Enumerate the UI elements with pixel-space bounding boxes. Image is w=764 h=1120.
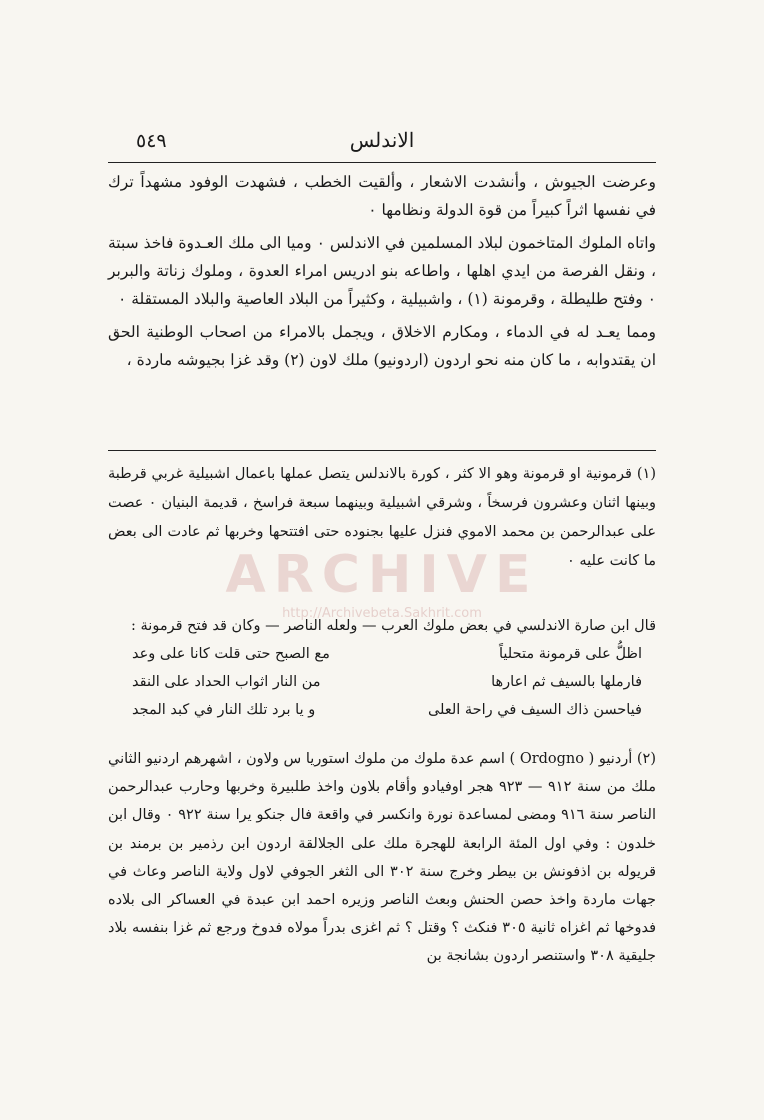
verse-hemistich: مع الصبح حتى قلت كانا على وعد — [132, 646, 330, 662]
verse-line — [108, 696, 656, 724]
paragraph: ومما يعـد له في الدماء ، ومكارم الاخلاق ، ويجمل بالامراء من اصحاب الوطنية الحق ان يقتدوابه ، ما كان منه نحو اردون (اردونيو) ملك لاون (٢) وقد غزا بجيوشه ماردة ، — [108, 323, 656, 369]
footnote-1 — [108, 460, 656, 576]
header-rule — [108, 162, 656, 163]
footnote-rule — [108, 450, 656, 451]
page-number: ٥٤٩ — [136, 130, 167, 152]
verse-hemistich: من النار اثواب الحداد على النقد — [132, 674, 321, 690]
verse-hemistich: فارملها بالسيف ثم اعارها — [491, 674, 642, 690]
verse-hemistich: اظلُّ على قرمونة متحلياً — [498, 646, 642, 662]
main-text — [108, 168, 656, 374]
paragraph: واتاه الملوك المتاخمون لبلاد المسلمين في الاندلس ٠ وميا الى ملك العـدوة فاخذ سبتة ، ونقل الفرصة من ايدي اهلها ، واطاعه بنو ادريس امراء العدوة ، وملوك زناتة والبربر ٠ وفتح طليطلة ، وقرمونة (١) ، واشبيلية ، وكثيراً من البلاد العاصية والبلاد المستقلة ٠ — [108, 234, 656, 308]
paragraph: وعرضت الجيوش ، وأنشدت الاشعار ، وألقيت الخطب ، فشهدت الوفود مشهداً ترك في نفسها اثراً كبيراً من قوة الدولة ونظامها ٠ — [108, 173, 656, 219]
footnote-text: (١) قرمونية او قرمونة وهو الا كثر ، كورة بالاندلس يتصل عملها باعمال اشبيلية غربي قرطبة وبينها اثنان وعشرون فرسخاً ، وشرقي اشبيلية وبينهما سبعة فراسخ ، قديمة البنيان ٠ عصت على عبدالرحمن بن محمد الاموي فنزل عليها بجنوده حتى افتتحها وخربها ثم عادت الى بعض ما كانت عليه ٠ — [108, 466, 657, 569]
verse-line — [108, 640, 656, 668]
footnote-2 — [108, 745, 656, 971]
verse-hemistich: فياحسن ذاك السيف في راحة العلى — [427, 702, 642, 718]
verse-intro: قال ابن صارة الاندلسي في بعض ملوك العرب — ولعله الناصر — وكان قد فتح قرمونة : — [131, 618, 656, 634]
watermark-url: http://Archivebeta.Sakhrit.com — [282, 606, 482, 621]
verse-hemistich: و يا برد تلك النار في كبد المجد — [132, 702, 316, 718]
verse-line — [108, 668, 656, 696]
footnote-poem — [108, 612, 656, 724]
running-title: الاندلس — [349, 128, 415, 152]
footnote-text: (٢) أردنيو ( Ordogno ) اسم عدة ملوك من ملوك استوريا س ولاون ، اشهرهم اردنيو الثاني ملك من سنة ٩١٢ — ٩٢٣ هجر اوفيادو وأقام بلاون واخذ طلبيرة وخربها وحارب عبدالرحمن الناصر سنة ٩١٦ ومضى لمساعدة نورة وانكسر في واقعة فال جنكو يرا سنة ٩٢٢ ٠ وقال ابن خلدون : وفي اول المئة الرابعة للهجرة ملك على الجلالقة اردون ابن رذمير بن برمند بن قريوله بن اذفونش بن بيطر وخرج سنة ٣٠٢ الى الثغر الجوفي لاول ولاية الناصر وعاث في جهات ماردة واخذ حصن الحنش وبعث الناصر وزيره احمد ابن عبدة في العساكر الى بلاده فدوخها ثم اغزاه ثانية ٣٠٥ فنكث ؟ وقتل ؟ ثم اغزى بدراً مولاه فدوخ ورجع ثم غزا بنفسه بلاد جليقية ٣٠٨ واستنصر اردون بشانجة بن — [108, 751, 657, 965]
archive-watermark: ARCHIVE — [225, 545, 539, 605]
page-header — [108, 128, 656, 160]
